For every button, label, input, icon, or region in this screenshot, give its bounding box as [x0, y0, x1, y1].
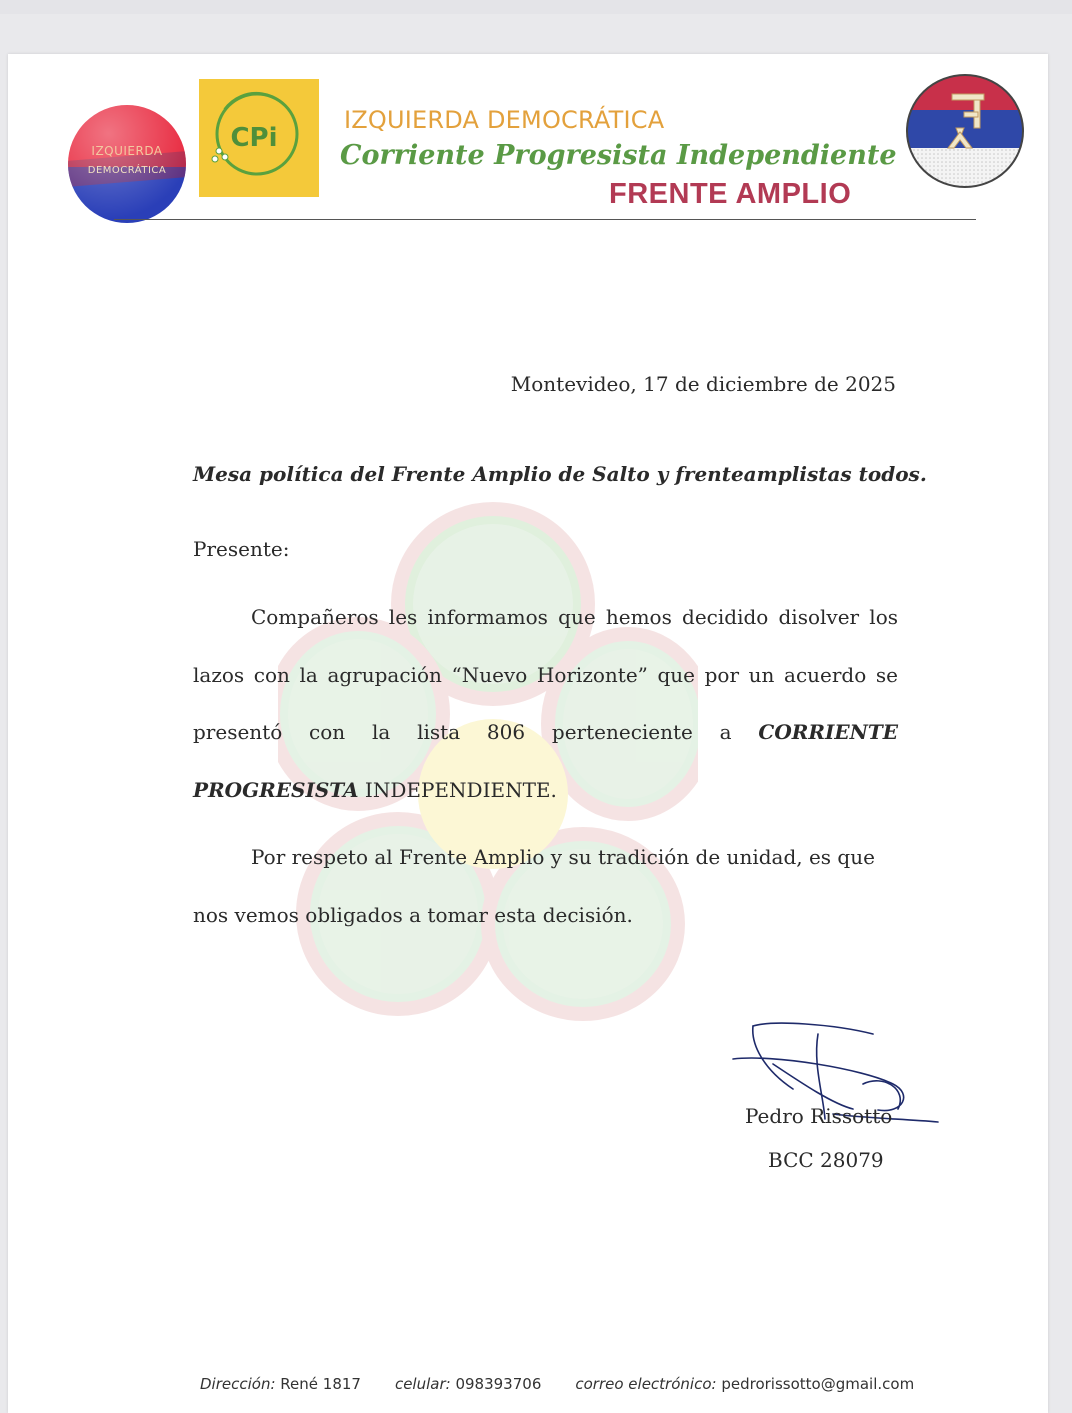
logo-left-text-1: IZQUIERDA [91, 144, 163, 158]
footer-phone-label: celular: [394, 1375, 451, 1393]
paragraph-1-emphasis: CORRIENTE PROGRESISTA [193, 720, 898, 802]
paragraph-1-end: INDEPENDIENTE. [358, 777, 557, 802]
logo-cpi-text: CPi [230, 123, 278, 153]
izquierda-democratica-logo [66, 103, 188, 225]
logo-left-text-2: DEMOCRÁTICA [87, 165, 167, 176]
header-divider [114, 219, 976, 220]
footer-email-label: correo electrónico: [575, 1375, 717, 1393]
footer-email: pedrorissotto@gmail.com [721, 1375, 915, 1393]
letter-page [8, 54, 1048, 1413]
letter-footer [200, 1375, 914, 1393]
letter-paragraph-1 [193, 589, 898, 819]
footer-phone: 098393706 [455, 1375, 542, 1393]
top-band [0, 0, 1072, 14]
letter-date: Montevideo, 17 de diciembre de 2025 [510, 372, 896, 396]
letter-addressee: Mesa política del Frente Amplio de Salto y frenteamplistas todos. [193, 462, 927, 486]
frente-amplio-flag-logo [904, 72, 1026, 190]
letter-paragraph-2 [193, 829, 903, 944]
header-line-frente-amplio: FRENTE AMPLIO [609, 178, 852, 210]
paragraph-1-text: Compañeros les informamos que hemos decidido disolver los lazos con la agrupación “Nuevo Horizonte” que por un acuerdo se presentó con la lista 806 perteneciente a [193, 605, 898, 744]
header-line-izquierda: IZQUIERDA DEMOCRÁTICA [344, 106, 665, 134]
signature-id: BCC 28079 [768, 1148, 884, 1172]
signature-name: Pedro Rissotto [745, 1104, 893, 1128]
footer-address-label: Dirección: [200, 1375, 276, 1393]
footer-address: René 1817 [280, 1375, 361, 1393]
paragraph-2-text: Por respeto al Frente Amplio y su tradición de unidad, es que nos vemos obligados a tomar esta decisión. [193, 845, 875, 927]
header-line-cpi: Corriente Progresista Independiente [340, 140, 897, 171]
cpi-logo [199, 79, 319, 197]
letter-greeting: Presente: [193, 537, 290, 561]
